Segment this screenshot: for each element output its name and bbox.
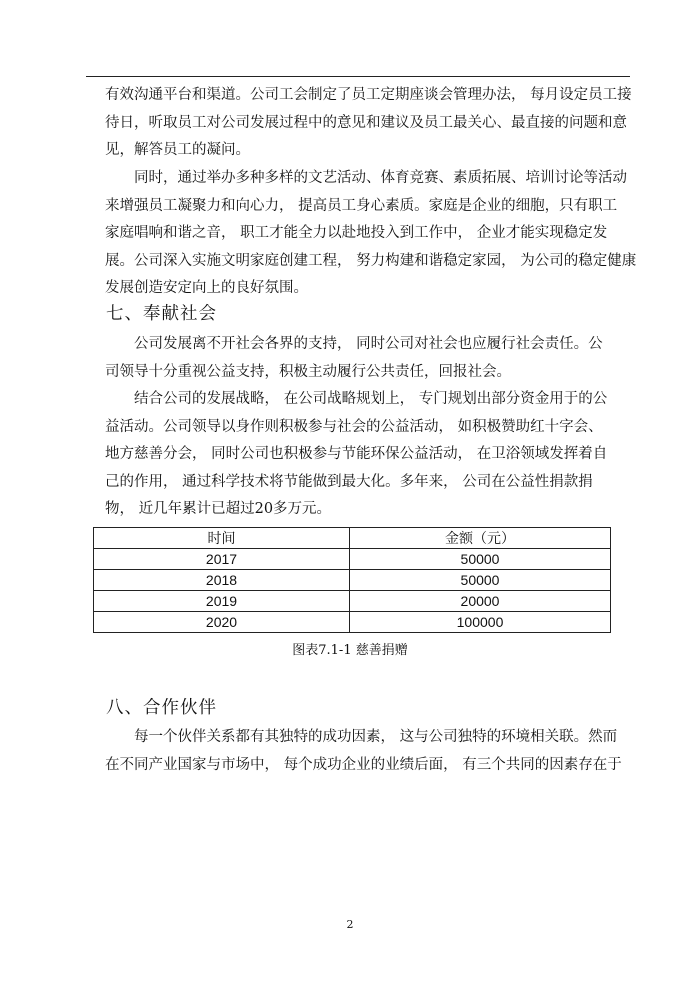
paragraph-public-welfare <box>105 386 608 524</box>
table-row <box>94 612 611 633</box>
page-number: 2 <box>346 918 354 931</box>
text-line: 结合公司的发展战略， 在公司战略规划上， 专门规划出部分资金用于的公 <box>134 391 608 407</box>
column-header-amount: 金额（元） <box>350 528 611 549</box>
cell-year: 2020 <box>94 612 350 633</box>
paragraph-society-support <box>105 331 608 386</box>
table-caption: 图表7.1-1 慈善捐赠 <box>292 643 408 658</box>
text-line: 司领导十分重视公益支持，积极主动履行公共责任，回报社会。 <box>105 363 511 380</box>
text-line: 发展创造安定向上的良好氛围。 <box>105 280 308 296</box>
text-line: 己的作用， 通过科学技术将节能做到最大化。多年来， 公司在公益性捐款捐 <box>105 473 593 490</box>
table-row <box>94 591 611 612</box>
paragraph-activities <box>105 165 637 303</box>
cell-year: 2018 <box>94 570 350 591</box>
column-header-year: 时间 <box>94 528 350 549</box>
section-heading-society: 七、奉献社会 <box>106 304 217 324</box>
cell-year: 2017 <box>94 549 350 570</box>
section-heading-partners: 八、合作伙伴 <box>106 698 217 718</box>
table-row <box>94 570 611 591</box>
text-line: 在不同产业国家与市场中， 每个成功企业的业绩后面， 有三个共同的因素存在于 <box>105 756 622 773</box>
cell-amount: 100000 <box>350 612 611 633</box>
text-line: 家庭唱响和谐之音， 职工才能全力以赴地投入到工作中， 企业才能实现稳定发 <box>105 225 608 241</box>
header-rule <box>86 76 630 77</box>
paragraph-continuation <box>105 82 632 165</box>
text-line: 每一个伙伴关系都有其独特的成功因素， 这与公司独特的环境相关联。然而 <box>134 729 618 745</box>
cell-year: 2019 <box>94 591 350 612</box>
text-line: 地方慈善分会， 同时公司也积极参与节能环保公益活动， 在卫浴领域发挥着自 <box>105 446 608 462</box>
text-line: 见，解答员工的凝问。 <box>105 142 250 158</box>
text-line: 来增强员工凝聚力和向心力， 提高员工身心素质。家庭是企业的细胞，只有职工 <box>105 197 618 214</box>
text-line: 物， 近几年累计已超过20多万元。 <box>105 501 332 517</box>
cell-amount: 20000 <box>350 591 611 612</box>
text-line: 同时，通过举办多种多样的文艺活动、体育竞赛、素质拓展、培训讨论等活动 <box>134 170 627 186</box>
paragraph-partners <box>105 724 622 779</box>
text-line: 益活动。公司领导以身作则积极参与社会的公益活动， 如积极赞助红十字会、 <box>105 418 603 435</box>
text-line: 待日，听取员工对公司发展过程中的意见和建议及员工最关心、最直接的问题和意 <box>105 114 627 131</box>
cell-amount: 50000 <box>350 570 611 591</box>
table-row <box>94 549 611 570</box>
text-line: 有效沟通平台和渠道。公司工会制定了员工定期座谈会管理办法， 每月设定员工接 <box>105 87 632 103</box>
table-header-row <box>94 528 611 549</box>
text-line: 公司发展离不开社会各界的支持， 同时公司对社会也应履行社会责任。公 <box>134 336 603 352</box>
cell-amount: 50000 <box>350 549 611 570</box>
text-line: 展。公司深入实施文明家庭创建工程， 努力构建和谐稳定家园， 为公司的稳定健康 <box>105 252 637 269</box>
donations-table <box>93 527 611 633</box>
